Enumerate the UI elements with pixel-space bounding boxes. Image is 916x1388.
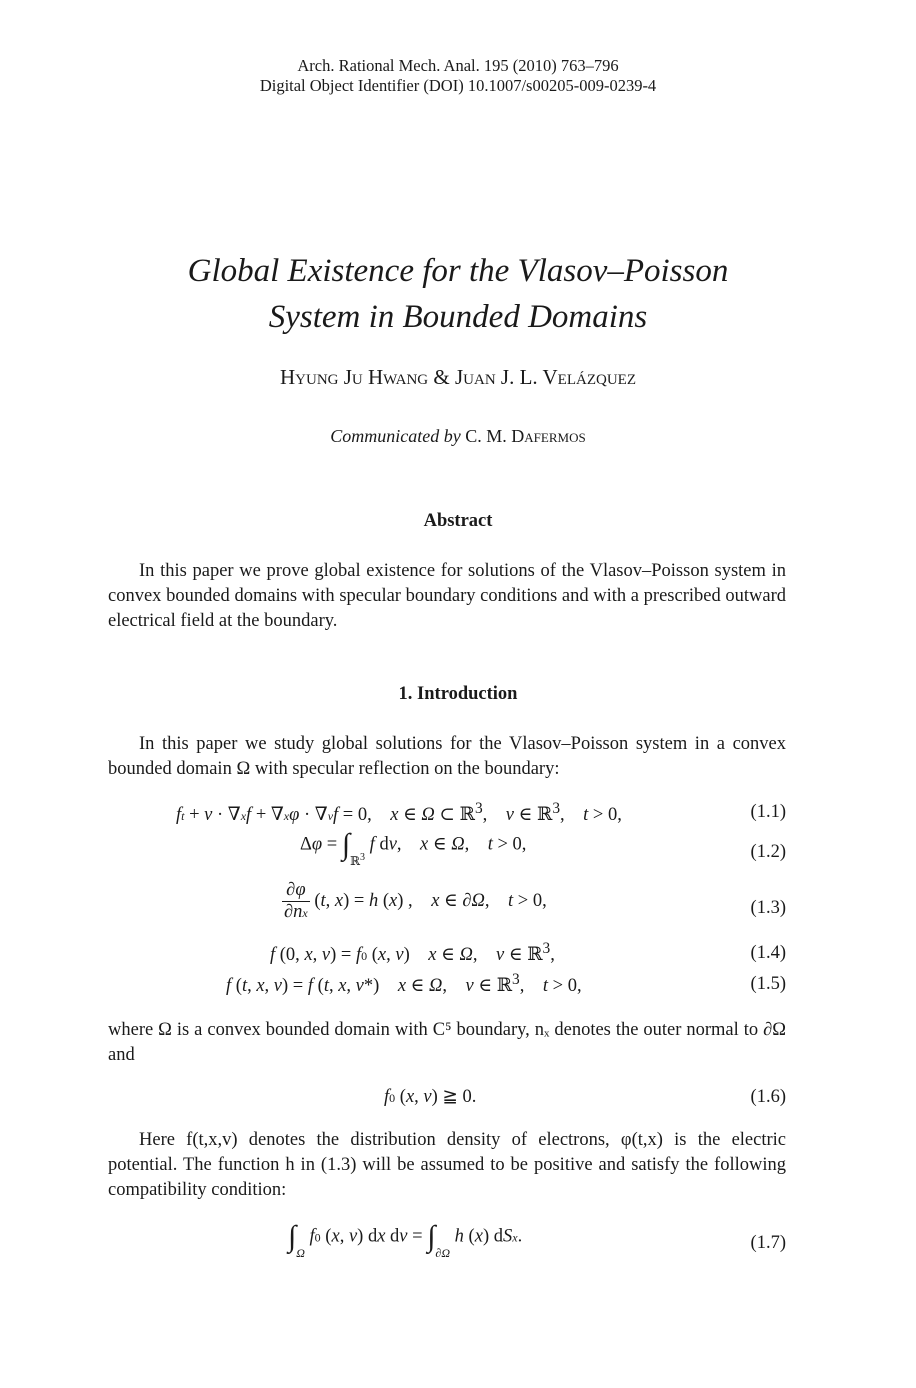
equation-number: (1.2) bbox=[750, 842, 786, 862]
abstract-heading: Abstract bbox=[423, 511, 493, 531]
equation-1-6: f0 (x, v) ≧ 0. bbox=[384, 1087, 477, 1107]
here-text: Here f(t,x,v) denotes the distribution density of electrons, φ(t,x) is the electric potential. The function h in (1.3) will be assumed to be positive and satisfy the following compatibility condition: bbox=[108, 1130, 786, 1200]
equation-number: (1.7) bbox=[750, 1233, 786, 1253]
where-paragraph: where Ω is a convex bounded domain with C⁵ boundary, nₓ denotes the outer normal to ∂Ω and bbox=[108, 1020, 786, 1065]
journal-citation: Arch. Rational Mech. Anal. 195 (2010) 763–796 bbox=[297, 56, 619, 75]
paper-title bbox=[0, 248, 916, 340]
intro-text: In this paper we study global solutions for the Vlasov–Poisson system in a convex bounded domain Ω with specular reflection on the boundary: bbox=[108, 734, 786, 779]
authors: Hyung Ju Hwang & Juan J. L. Velázquez bbox=[279, 365, 636, 389]
equation-number: (1.5) bbox=[750, 974, 786, 994]
equation-1-7: $\int_\Omega$ f0 (x, v) dx dv = $\int_{\partial\Omega}$ h (x) dSx. bbox=[288, 1220, 523, 1261]
abstract-text bbox=[108, 559, 786, 634]
communicated-by bbox=[0, 426, 916, 447]
equation-1-5: f (t, x, v) = f (t, x, v*) x ∈ Ω, v ∈ ℝ$^3$, t > 0, bbox=[226, 971, 582, 997]
communicator-name: C. M. Dafermos bbox=[465, 426, 586, 446]
journal-header bbox=[0, 56, 916, 96]
equation-1-1: ft + v · ∇xf + ∇xφ · ∇vf = 0, x ∈ Ω ⊂ ℝ$^3$, v ∈ ℝ$^3$, t > 0, bbox=[176, 800, 622, 826]
equation-1-3: $\frac{\partial\varphi}{\partial nx}$ (t, x) = h (x) , x ∈ ∂Ω, t > 0, bbox=[284, 880, 547, 922]
title-line-1: Global Existence for the Vlasov–Poisson bbox=[187, 253, 729, 289]
doi-line: Digital Object Identifier (DOI) 10.1007/s00205-009-0239-4 bbox=[259, 76, 657, 95]
section-heading: 1. Introduction bbox=[398, 684, 518, 704]
fraction: $\frac{\partial\varphi}{\partial nx}$ bbox=[284, 880, 308, 922]
equation-1-4: f (0, x, v) = f0 (x, v) x ∈ Ω, v ∈ ℝ$^3$, bbox=[270, 940, 555, 966]
equation-number: (1.3) bbox=[750, 898, 786, 918]
equation-number: (1.6) bbox=[750, 1087, 786, 1107]
intro-paragraph bbox=[108, 732, 786, 782]
equation-1-2: $\Delta\varphi = \int_{ℝ^3}$ f dv, x ∈ Ω, t > 0, bbox=[300, 828, 527, 869]
equation-number: (1.1) bbox=[750, 802, 786, 822]
abstract-body: In this paper we prove global existence for solutions of the Vlasov–Poisson system in convex bounded domains with specular boundary conditions and with a prescribed outward electrical field at the boundary. bbox=[108, 561, 786, 631]
communicated-prefix: Communicated by bbox=[330, 426, 461, 446]
title-line-2: System in Bounded Domains bbox=[268, 299, 648, 335]
here-paragraph bbox=[108, 1128, 786, 1203]
equation-number: (1.4) bbox=[750, 943, 786, 963]
